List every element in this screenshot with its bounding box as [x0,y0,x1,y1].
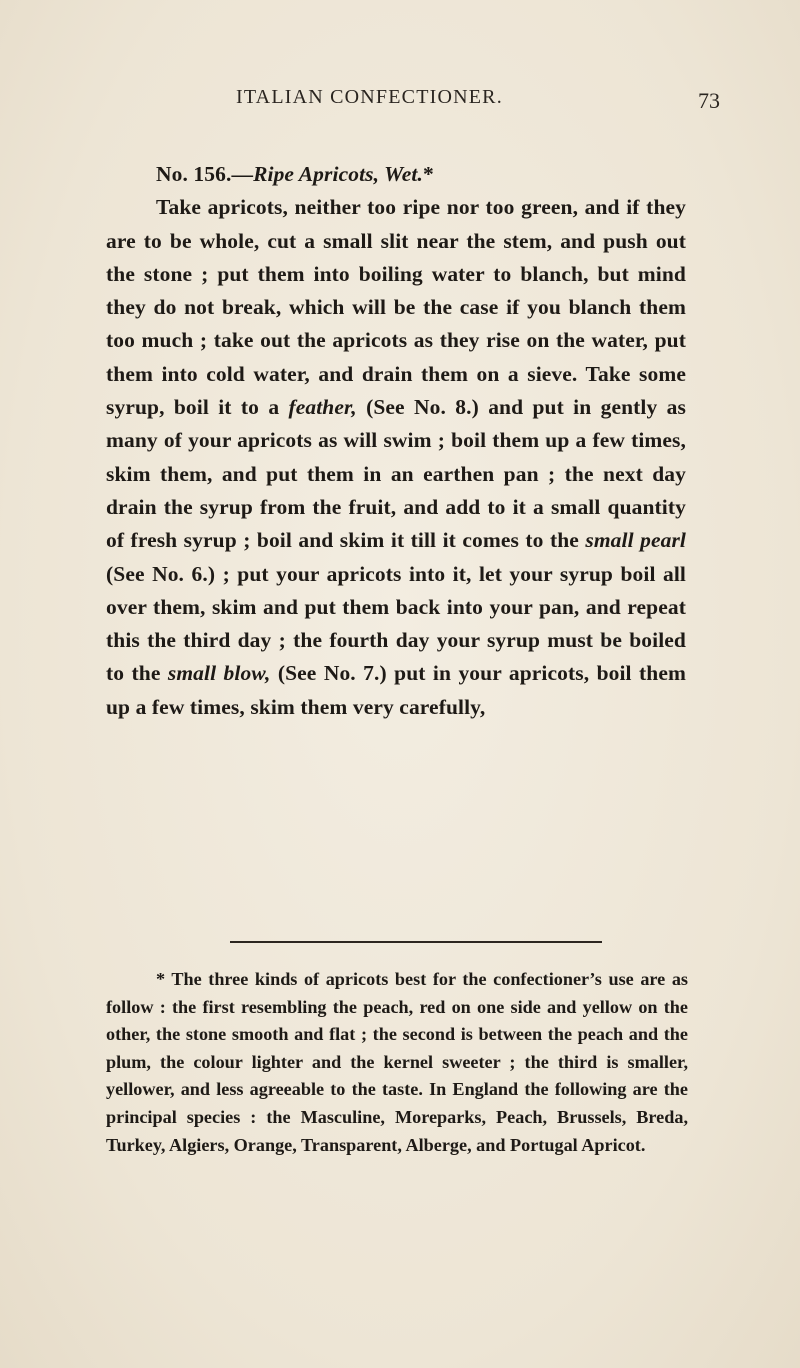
recipe-text-3: (See No. 6.) ; put your apricots into it, let your syrup boil all over them, skim and put them back into your pan, and repeat this the third day ; the fourth day your syrup must be boiled to the [106,561,686,686]
recipe-text-2: (See No. 8.) and put in gently as many of your apricots as will swim ; boil them up a few times, skim them, and put them in an earthen pan ; the next day drain the syrup from the fruit, and add to it a small quantity of fresh syrup ; boil and skim it till it comes to the [106,395,686,553]
recipe-paragraph [106,191,686,724]
recipe-text-1: Take apricots, neither too ripe nor too green, and if they are to be whole, cut a small slit near the stem, and push out the stone ; put them into boiling water to blanch, but mind they do not break, which will be the case if you blanch them too much ; take out the apricots as they rise on the water, put them into cold water, and drain them on a sieve. Take some syrup, boil it to a [106,195,686,420]
recipe-term-small-blow: small blow, [167,661,271,686]
recipe-body [106,158,686,724]
running-title: ITALIAN CONFECTIONER. [236,86,503,108]
recipe-number: No. 156.— [156,162,254,186]
recipe-heading [106,158,686,191]
recipe-text-4: (See No. 7.) put in your apricots, boil them up a few times, skim them very carefully, [106,661,686,719]
footnote-marker: * [422,162,434,186]
footnote-divider [230,941,602,943]
page-number: 73 [698,88,720,113]
recipe-term-feather: feather, [288,395,357,420]
footnote: * The three kinds of apricots best for the confectioner’s use are as follow : the first resembling the peach, red on one side and yellow on the other, the stone smooth and flat ; the second is between the peach and the plum, the colour lighter and the kernel sweeter ; the third is smaller, yellower, and less agreeable to the taste. In England the following are the principal species : the Masculine, Moreparks, Peach, Brussels, Breda, Turkey, Algiers, Orange, Transparent, Alberge, and Portugal Apricot. [106,969,688,1155]
recipe-title: Ripe Apricots, Wet. [253,162,423,186]
recipe-term-small-pearl: small pearl [585,528,686,553]
running-head [0,86,800,116]
